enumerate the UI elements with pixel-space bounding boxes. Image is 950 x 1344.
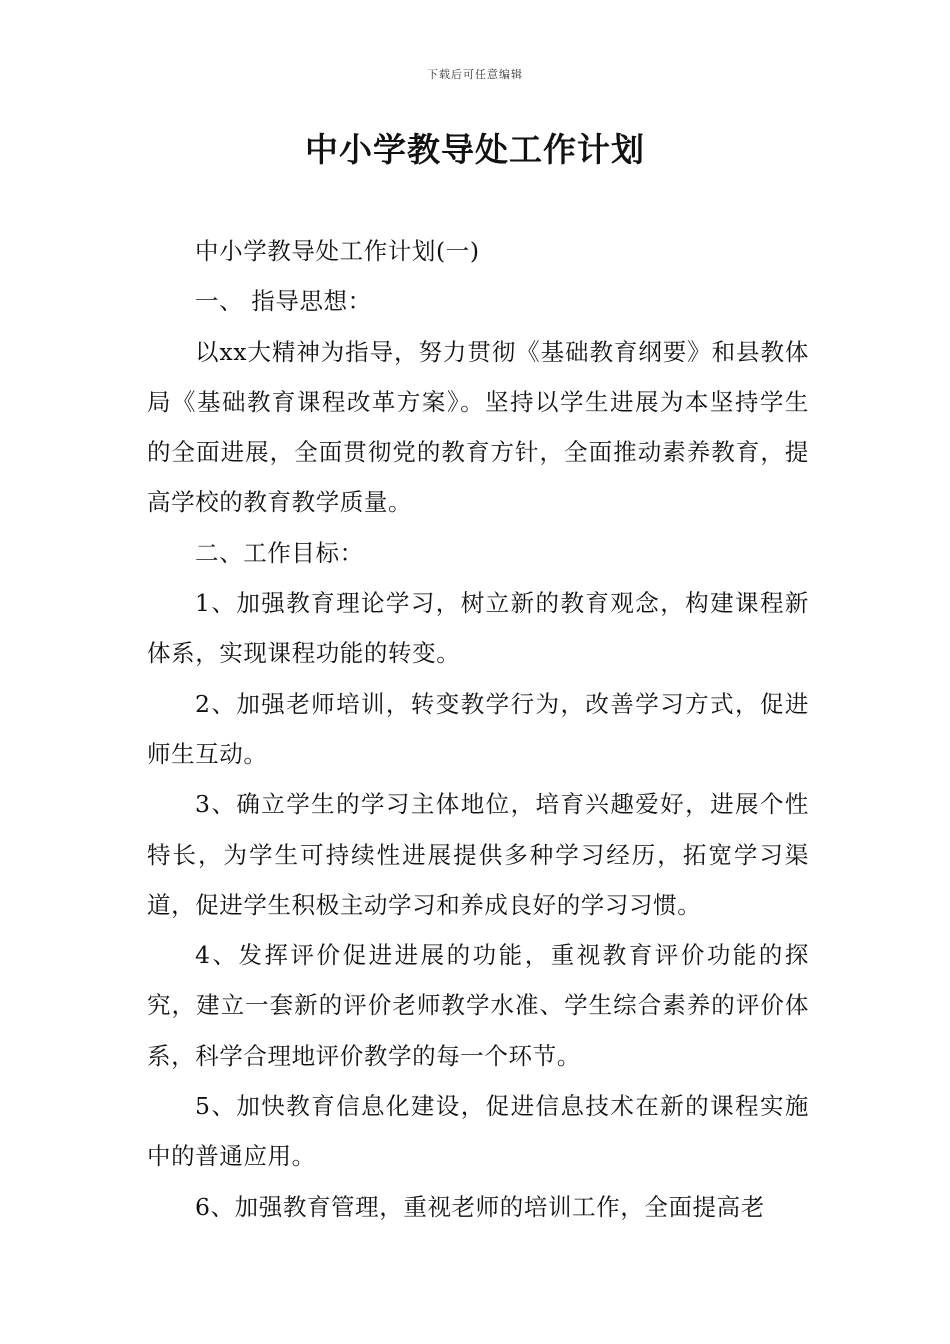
goal-item-4: 4、发挥评价促进进展的功能，重视教育评价功能的探究，建立一套新的评价老师教学水准、学生综合素养的评价体系，科学合理地评价教学的每一个环节。 [147, 941, 809, 1070]
document-body [147, 226, 809, 1232]
goal-item-5: 5、加快教育信息化建设，促进信息技术在新的课程实施中的普通应用。 [147, 1092, 809, 1171]
document-title: 中小学教导处工作计划 [305, 130, 645, 169]
goal-item-2: 2、加强老师培训，转变教学行为，改善学习方式，促进师生互动。 [147, 689, 809, 768]
section-heading-work-goals: 二、工作目标： [195, 538, 364, 567]
header-note: 下载后可任意编辑 [427, 68, 523, 81]
subtitle-paragraph: 中小学教导处工作计划(一) [195, 237, 480, 265]
section-heading-guiding-ideology: 一、 指导思想： [195, 287, 372, 316]
goal-item-6: 6、加强教育管理，重视老师的培训工作，全面提高老 [195, 1192, 765, 1221]
goal-item-3: 3、确立学生的学习主体地位，培育兴趣爱好，进展个性特长，为学生可持续性进展提供多种学习经历，拓宽学习渠道，促进学生积极主动学习和养成良好的学习习惯。 [147, 790, 809, 919]
goal-item-1: 1、加强教育理论学习，树立新的教育观念，构建课程新体系，实现课程功能的转变。 [147, 589, 809, 668]
body-paragraph: 以xx大精神为指导，努力贯彻《基础教育纲要》和县教体局《基础教育课程改革方案》。坚持以学生进展为本坚持学生的全面进展，全面贯彻党的教育方针，全面推动素养教育，提高学校的教育教学质量。 [147, 337, 809, 517]
